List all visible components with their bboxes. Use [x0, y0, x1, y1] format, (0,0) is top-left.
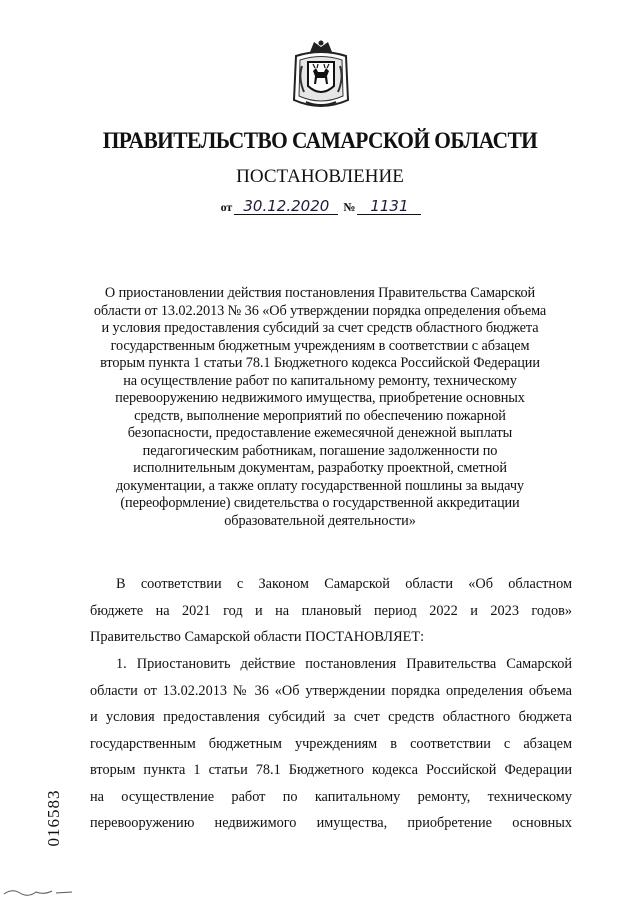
preamble-line: В соответствии с Законом Самарской области «Об областном — [116, 576, 572, 592]
document-subject — [70, 285, 570, 530]
subject-line: О приостановлении действия постановления Правительства Самарской — [104, 285, 536, 301]
subject-line: перевооружению недвижимого имущества, приобретение основных — [115, 390, 525, 406]
item-line: 1. Приостановить действие постановления Правительства Самарской — [116, 656, 572, 672]
subject-line: педагогическим работникам, погашение задолженности по — [142, 442, 498, 459]
document-type: ПОСТАНОВЛЕНИЕ — [236, 166, 404, 187]
organization-title: ПРАВИТЕЛЬСТВО САМАРСКОЙ ОБЛАСТИ — [102, 128, 538, 153]
scan-mark-icon — [2, 884, 74, 898]
subject-line: документации, а также оплату государственной пошлины за выдачу — [116, 477, 524, 494]
item-line: вторым пункта 1 статьи 78.1 Бюджетного кодекса Российской Федерации — [90, 762, 572, 778]
number-prefix: № — [343, 200, 356, 214]
item-line: государственным бюджетным учреждениям в соответствии с абзацем — [90, 735, 572, 752]
subject-line: (переоформление) свидетельства о государственной аккредитации — [120, 495, 520, 511]
preamble-line: бюджете на 2021 год и на плановый период 2022 и 2023 годов» — [90, 602, 572, 619]
document-number: 1131 — [357, 198, 421, 215]
item-line: и условия предоставления субсидий за счет средств областного бюджета — [90, 709, 572, 725]
date-prefix: от — [220, 200, 233, 214]
subject-line: и условия предоставления субсидий за счет средств областного бюджета — [101, 320, 539, 336]
preamble-paragraph — [90, 571, 572, 651]
subject-line: исполнительным документам, разработку проектной, сметной — [133, 460, 507, 476]
subject-line: вторым пункта 1 статьи 78.1 Бюджетного кодекса Российской Федерации — [100, 355, 540, 371]
preamble-line: Правительство Самарской области ПОСТАНОВЛЯЕТ: — [90, 629, 425, 645]
subject-line: области от 13.02.2013 № 36 «Об утверждении порядка определения объема — [93, 302, 547, 319]
subject-line: государственным бюджетным учреждениям в соответствии с абзацем — [110, 337, 530, 354]
date-number-line — [0, 198, 640, 215]
item-1-paragraph — [90, 651, 572, 837]
stamp-number: 016583 — [44, 789, 63, 847]
subject-line: средств, выполнение мероприятий по обеспечению пожарной — [134, 407, 506, 424]
document-date: 30.12.2020 — [234, 198, 338, 215]
subject-line: на осуществление работ по капитальному ремонту, техническому — [123, 372, 517, 389]
item-line: перевооружению недвижимого имущества, приобретение основных — [90, 815, 572, 831]
subject-line: безопасности, предоставление ежемесячной денежной выплаты — [127, 425, 513, 441]
subject-line: образовательной деятельности» — [224, 512, 416, 529]
item-line: на осуществление работ по капитальному ремонту, техническому — [90, 788, 572, 805]
side-stamp — [28, 770, 80, 870]
samara-oblast-coat-of-arms-icon — [288, 38, 354, 112]
item-line: области от 13.02.2013 № 36 «Об утверждении порядка определения объема — [90, 682, 572, 699]
